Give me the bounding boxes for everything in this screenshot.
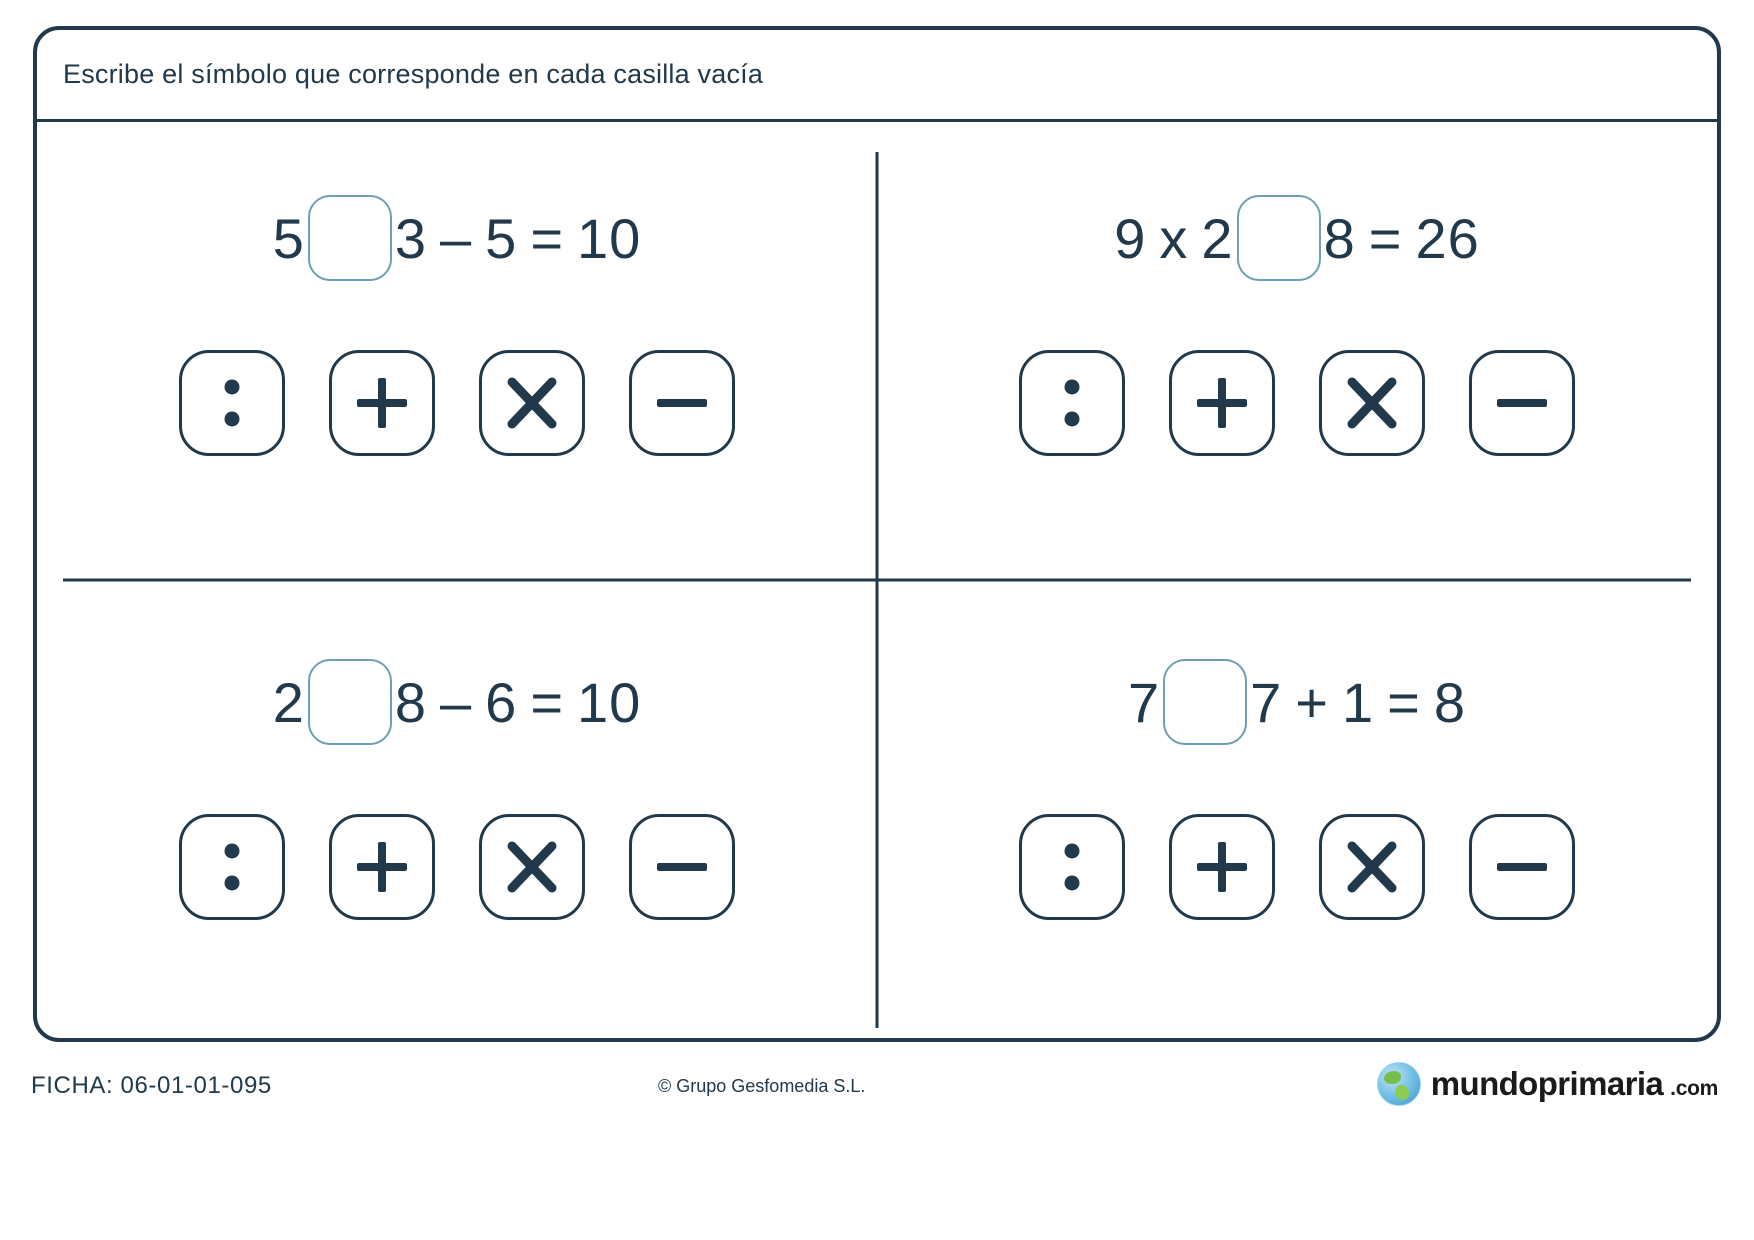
equals-sign: = (1368, 206, 1403, 270)
plus-icon (1191, 372, 1253, 434)
exercise-4 (877, 580, 1717, 1038)
plus-icon (351, 836, 413, 898)
mundoprimaria-logo[interactable] (1377, 1062, 1718, 1106)
operator: – (440, 670, 473, 734)
operand: 2 (272, 670, 305, 734)
result: 26 (1415, 206, 1480, 270)
globe-icon (1377, 1062, 1421, 1106)
exercise-1 (37, 122, 877, 580)
operand: 5 (485, 206, 518, 270)
minus-icon (653, 393, 711, 413)
ficha-code: FICHA: 06-01-01-095 (31, 1072, 272, 1099)
operand: 2 (1201, 206, 1234, 270)
operator: x (1159, 206, 1189, 270)
result: 8 (1433, 670, 1467, 734)
minus-icon (1493, 857, 1551, 877)
equals-sign: = (530, 670, 565, 734)
option-minus-button[interactable] (1469, 814, 1575, 920)
option-plus-button[interactable] (329, 814, 435, 920)
exercise-2 (877, 122, 1717, 580)
equation-3 (271, 652, 644, 752)
option-minus-button[interactable] (629, 350, 735, 456)
result: 10 (577, 670, 642, 734)
multiply-x-icon (1343, 838, 1401, 896)
copyright-text: © Grupo Gesfomedia S.L. (658, 1076, 866, 1096)
option-division-button[interactable] (1019, 350, 1125, 456)
equals-sign: = (1387, 670, 1421, 734)
option-division-button[interactable] (179, 814, 285, 920)
options-row-3 (179, 814, 735, 920)
option-plus-button[interactable] (1169, 814, 1275, 920)
exercise-grid (37, 122, 1717, 1038)
answer-box-2[interactable] (1237, 195, 1321, 281)
options-row-1 (179, 350, 735, 456)
option-multiply-button[interactable] (1319, 814, 1425, 920)
exercise-3 (37, 580, 877, 1038)
option-plus-button[interactable] (1169, 350, 1275, 456)
options-row-4 (1019, 814, 1575, 920)
result: 10 (577, 206, 642, 270)
minus-icon (1493, 393, 1551, 413)
division-icon (210, 372, 254, 434)
instruction-bar (37, 30, 1717, 122)
operand: 5 (272, 206, 305, 270)
answer-box-4[interactable] (1163, 659, 1247, 745)
answer-box-1[interactable] (308, 195, 392, 281)
logo-tld: .com (1670, 1077, 1718, 1100)
option-division-button[interactable] (179, 350, 285, 456)
operand: 9 (1114, 206, 1147, 270)
equation-4 (1126, 652, 1468, 752)
option-multiply-button[interactable] (479, 814, 585, 920)
option-minus-button[interactable] (629, 814, 735, 920)
option-multiply-button[interactable] (1319, 350, 1425, 456)
division-icon (1050, 372, 1094, 434)
equals-sign: = (530, 206, 565, 270)
minus-icon (653, 857, 711, 877)
footer (0, 1058, 1754, 1240)
options-row-2 (1019, 350, 1575, 456)
operand: 6 (485, 670, 518, 734)
option-multiply-button[interactable] (479, 350, 585, 456)
instruction-text: Escribe el símbolo que corresponde en cada casilla vacía (63, 59, 764, 89)
equation-1 (271, 188, 644, 288)
plus-icon (351, 372, 413, 434)
option-minus-button[interactable] (1469, 350, 1575, 456)
option-plus-button[interactable] (329, 350, 435, 456)
operand: 7 (1127, 670, 1161, 734)
option-division-button[interactable] (1019, 814, 1125, 920)
operator: – (440, 206, 473, 270)
multiply-x-icon (503, 374, 561, 432)
division-icon (210, 836, 254, 898)
worksheet-frame (33, 26, 1721, 1042)
operand: 3 (394, 206, 427, 270)
equation-2 (1112, 188, 1481, 288)
multiply-x-icon (1343, 374, 1401, 432)
multiply-x-icon (503, 838, 561, 896)
operand: 1 (1342, 670, 1375, 734)
operand: 7 (1250, 670, 1283, 734)
operator: + (1295, 670, 1329, 734)
plus-icon (1191, 836, 1253, 898)
answer-box-3[interactable] (308, 659, 392, 745)
operand: 8 (394, 670, 427, 734)
division-icon (1050, 836, 1094, 898)
logo-wordmark: mundoprimaria (1430, 1065, 1664, 1102)
operand: 8 (1323, 206, 1356, 270)
